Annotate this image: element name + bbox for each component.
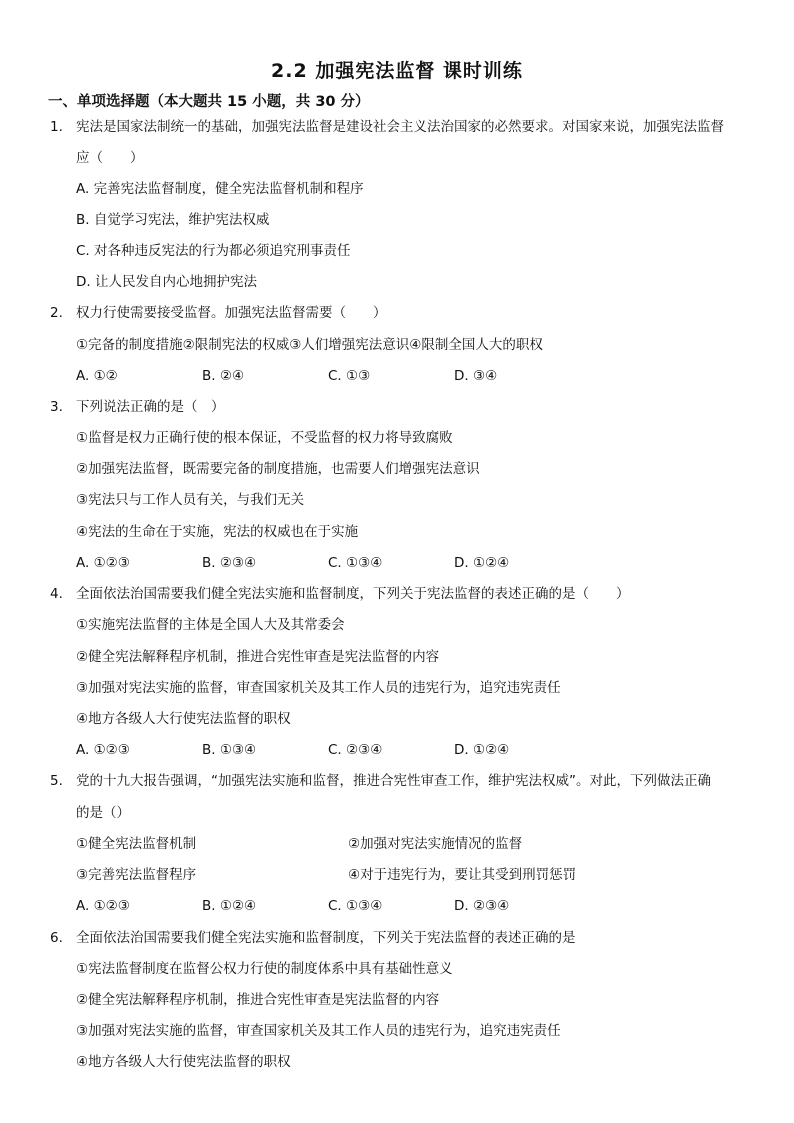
answer-option: D. ①②④ xyxy=(454,742,510,758)
answer-option: A. ①②③ xyxy=(76,742,130,758)
statement-item: ②健全宪法解释程序机制，推进合宪性审查是宪法监督的内容 xyxy=(76,649,440,665)
question-stem: 宪法是国家法制统一的基础，加强宪法监督是建设社会主义法治国家的必然要求。对国家来说，加强宪法监督 xyxy=(76,119,724,135)
choice: D. 让人民发自内心地拥护宪法 xyxy=(76,274,257,290)
answer-option: C. ①③ xyxy=(328,368,371,384)
choice: B. 自觉学习宪法，维护宪法权威 xyxy=(76,212,270,228)
statement-item: ①宪法监督制度在监督公权力行使的制度体系中具有基础性意义 xyxy=(76,961,453,977)
statement-item: ④对于违宪行为，要让其受到刑罚惩罚 xyxy=(348,867,577,883)
question-number: 4. xyxy=(50,586,63,602)
question-stem: 全面依法治国需要我们健全宪法实施和监督制度，下列关于宪法监督的表述正确的是 xyxy=(76,930,576,946)
statement-item: ④宪法的生命在于实施，宪法的权威也在于实施 xyxy=(76,524,359,540)
answer-option: B. ②④ xyxy=(202,368,245,384)
statement-item: ③加强对宪法实施的监督，审查国家机关及其工作人员的违宪行为，追究违宪责任 xyxy=(76,680,561,696)
answer-option: A. ①②③ xyxy=(76,555,130,571)
question-stem: 的是（） xyxy=(76,805,130,821)
question-stem: 党的十九大报告强调，“加强宪法实施和监督，推进合宪性审查工作，维护宪法权威”。对此，下列做法正确 xyxy=(76,773,711,789)
section-heading: 一、单项选择题（本大题共 15 小题，共 30 分） xyxy=(48,94,370,110)
question-number: 5. xyxy=(50,773,63,789)
answer-option: C. ①③④ xyxy=(328,555,383,571)
statement-item: ①健全宪法监督机制 xyxy=(76,836,197,852)
question-number: 3. xyxy=(50,399,63,415)
question-number: 6. xyxy=(50,930,63,946)
statement-item: ①完备的制度措施②限制宪法的权威③人们增强宪法意识④限制全国人大的职权 xyxy=(76,337,543,353)
statement-item: ③宪法只与工作人员有关，与我们无关 xyxy=(76,492,305,508)
statement-item: ②加强对宪法实施情况的监督 xyxy=(348,836,523,852)
statement-item: ③完善宪法监督程序 xyxy=(76,867,197,883)
statement-item: ②健全宪法解释程序机制，推进合宪性审查是宪法监督的内容 xyxy=(76,992,440,1008)
answer-option: B. ②③④ xyxy=(202,555,257,571)
choice: C. 对各种违反宪法的行为都必须追究刑事责任 xyxy=(76,243,351,259)
question-stem: 下列说法正确的是（ ） xyxy=(76,399,225,415)
question-number: 2. xyxy=(50,305,63,321)
statement-item: ①实施宪法监督的主体是全国人大及其常委会 xyxy=(76,617,345,633)
answer-option: C. ②③④ xyxy=(328,742,383,758)
statement-item: ④地方各级人大行使宪法监督的职权 xyxy=(76,711,291,727)
answer-option: D. ②③④ xyxy=(454,898,510,914)
statement-item: ③加强对宪法实施的监督，审查国家机关及其工作人员的违宪行为，追究违宪责任 xyxy=(76,1023,561,1039)
question-stem: 全面依法治国需要我们健全宪法实施和监督制度，下列关于宪法监督的表述正确的是（ ） xyxy=(76,586,630,602)
answer-option: D. ①②④ xyxy=(454,555,510,571)
answer-option: A. ①② xyxy=(76,368,118,384)
answer-option: A. ①②③ xyxy=(76,898,130,914)
answer-option: D. ③④ xyxy=(454,368,498,384)
statement-item: ②加强宪法监督，既需要完备的制度措施，也需要人们增强宪法意识 xyxy=(76,461,480,477)
answer-option: B. ①③④ xyxy=(202,742,257,758)
choice: A. 完善宪法监督制度，健全宪法监督机制和程序 xyxy=(76,181,364,197)
question-number: 1. xyxy=(50,119,63,135)
statement-item: ④地方各级人大行使宪法监督的职权 xyxy=(76,1054,291,1070)
answer-option: C. ①③④ xyxy=(328,898,383,914)
statement-item: ①监督是权力正确行使的根本保证，不受监督的权力将导致腐败 xyxy=(76,430,453,446)
question-stem: 权力行使需要接受监督。加强宪法监督需要（ ） xyxy=(76,305,387,321)
question-stem: 应（ ） xyxy=(76,150,144,166)
page-title: 2.2 加强宪法监督 课时训练 xyxy=(271,60,523,82)
answer-option: B. ①②④ xyxy=(202,898,257,914)
